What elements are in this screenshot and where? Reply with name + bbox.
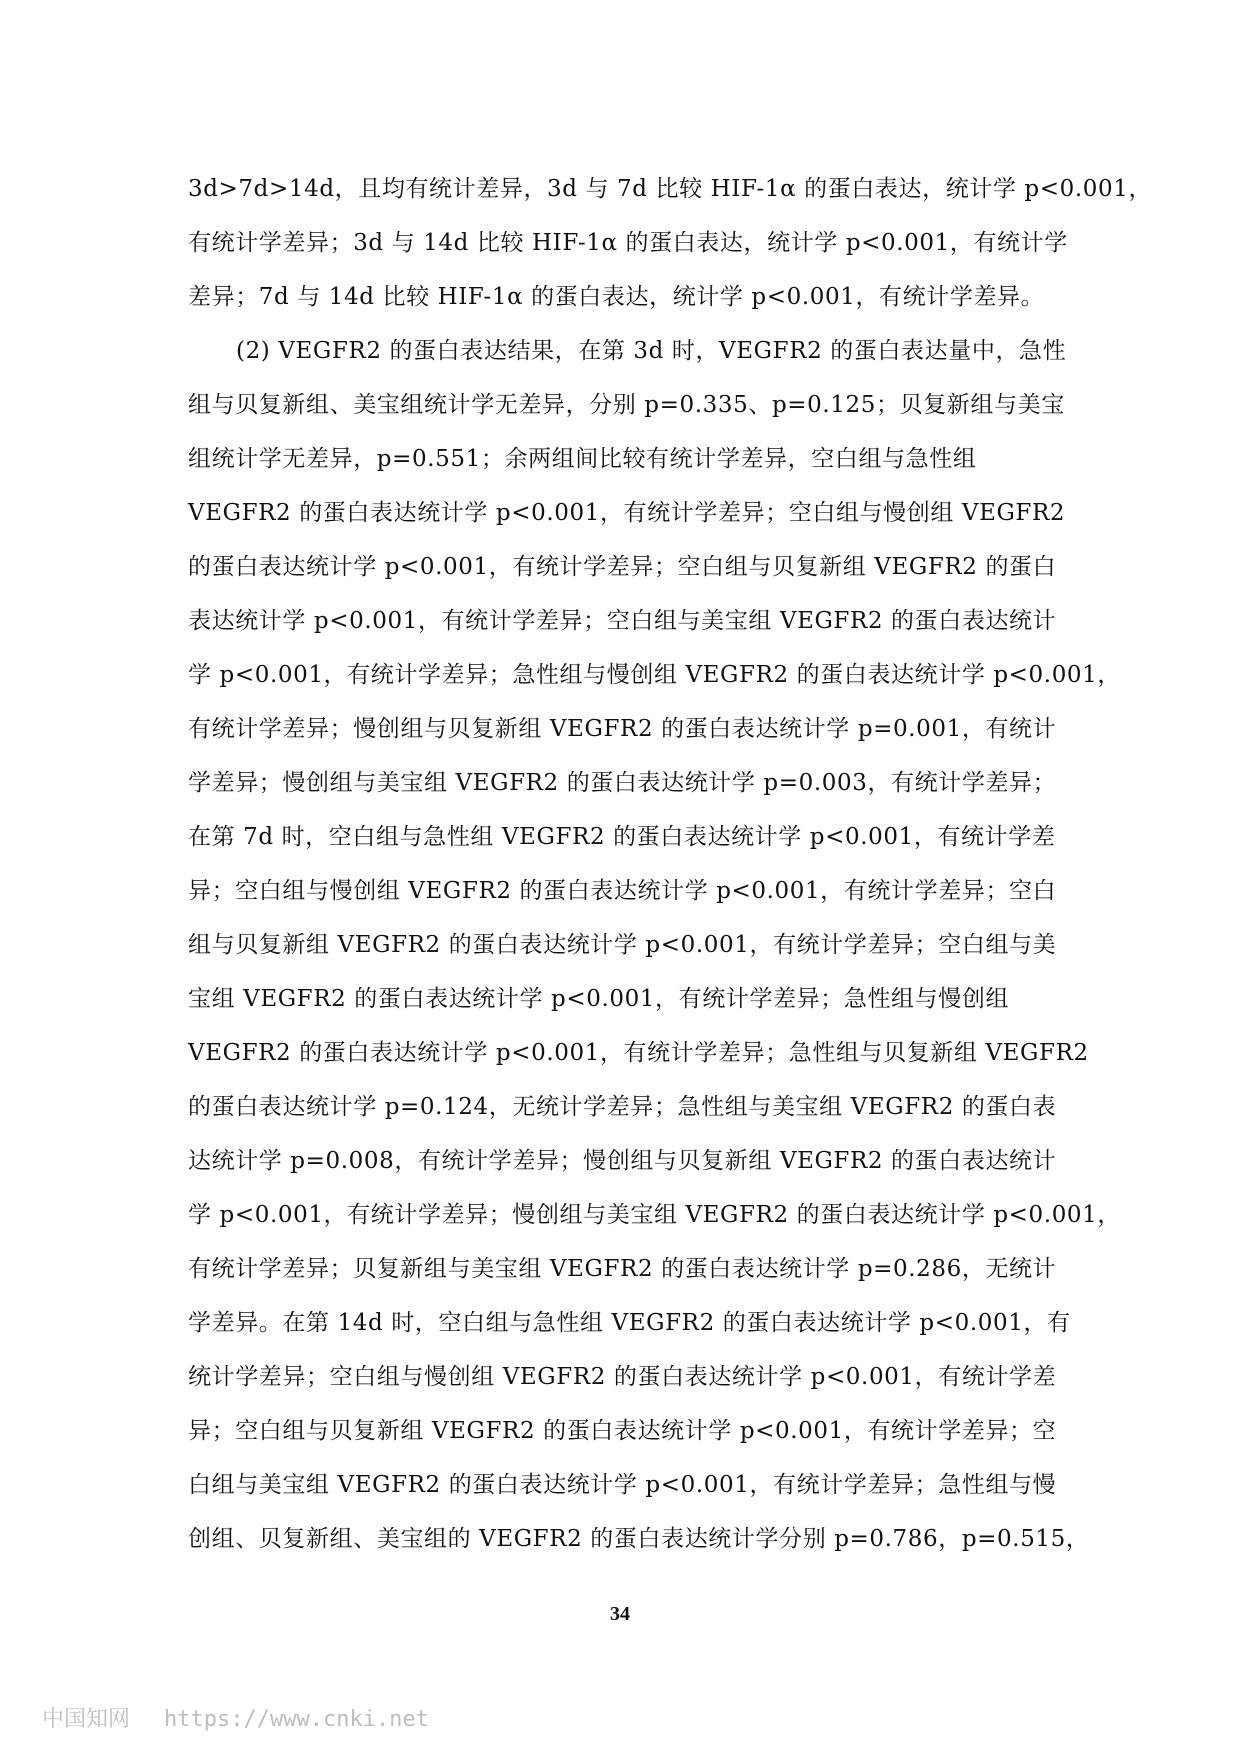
text-line: 在第 7d 时，空白组与急性组 VEGFR2 的蛋白表达统计学 p<0.001，有统计学差	[188, 824, 1056, 850]
text-line: 统计学差异；空白组与慢创组 VEGFR2 的蛋白表达统计学 p<0.001，有统计学差	[188, 1364, 1057, 1390]
watermark-url: https://www.cnki.net	[164, 1707, 429, 1732]
watermark-brand: 中国知网	[42, 1707, 131, 1732]
body-text	[188, 162, 1153, 1566]
text-line: 的蛋白表达统计学 p=0.124，无统计学差异；急性组与美宝组 VEGFR2 的蛋白表	[188, 1094, 1057, 1120]
text-line: 学 p<0.001，有统计学差异；慢创组与美宝组 VEGFR2 的蛋白表达统计学 p<0.001，	[188, 1202, 1122, 1228]
text-line: VEGFR2 的蛋白表达统计学 p<0.001，有统计学差异；急性组与贝复新组 VEGFR2	[188, 1040, 1089, 1066]
text-line: 白组与美宝组 VEGFR2 的蛋白表达统计学 p<0.001，有统计学差异；急性组与慢	[188, 1472, 1057, 1498]
text-line: VEGFR2 的蛋白表达统计学 p<0.001，有统计学差异；空白组与慢创组 VEGFR2	[188, 500, 1066, 526]
text-line: 表达统计学 p<0.001，有统计学差异；空白组与美宝组 VEGFR2 的蛋白表达统计	[188, 608, 1057, 634]
text-line: 3d>7d>14d，且均有统计差异，3d 与 7d 比较 HIF-1α 的蛋白表达，统计学 p<0.001，	[188, 176, 1153, 202]
text-line: 达统计学 p=0.008，有统计学差异；慢创组与贝复新组 VEGFR2 的蛋白表达统计	[188, 1148, 1057, 1174]
page-number: 34	[610, 1603, 630, 1625]
text-line: 有统计学差异；3d 与 14d 比较 HIF-1α 的蛋白表达，统计学 p<0.001，有统计学	[188, 230, 1068, 256]
cnki-watermark	[42, 1702, 429, 1733]
text-line: 有统计学差异；慢创组与贝复新组 VEGFR2 的蛋白表达统计学 p=0.001，有统计	[188, 716, 1057, 742]
text-line: 异；空白组与慢创组 VEGFR2 的蛋白表达统计学 p<0.001，有统计学差异；空白	[188, 878, 1057, 904]
text-line: 组与贝复新组、美宝组统计学无差异，分别 p=0.335、p=0.125；贝复新组与美宝	[188, 392, 1065, 418]
text-line: 创组、贝复新组、美宝组的 VEGFR2 的蛋白表达统计学分别 p=0.786，p=0.515，	[188, 1526, 1090, 1552]
text-line: 差异；7d 与 14d 比较 HIF-1α 的蛋白表达，统计学 p<0.001，有统计学差异。	[188, 284, 1045, 310]
text-line: 有统计学差异；贝复新组与美宝组 VEGFR2 的蛋白表达统计学 p=0.286，无统计	[188, 1256, 1057, 1282]
text-line: 学差异。在第 14d 时，空白组与急性组 VEGFR2 的蛋白表达统计学 p<0.001，有	[188, 1310, 1071, 1336]
text-line: 组统计学无差异，p=0.551；余两组间比较有统计学差异，空白组与急性组	[188, 446, 977, 472]
text-line: 学差异；慢创组与美宝组 VEGFR2 的蛋白表达统计学 p=0.003，有统计学差异；	[188, 770, 1057, 796]
paragraph-start-line: (2) VEGFR2 的蛋白表达结果，在第 3d 时，VEGFR2 的蛋白表达量中，急性	[236, 338, 1067, 364]
text-line: 学 p<0.001，有统计学差异；急性组与慢创组 VEGFR2 的蛋白表达统计学 p<0.001，	[188, 662, 1122, 688]
text-line: 异；空白组与贝复新组 VEGFR2 的蛋白表达统计学 p<0.001，有统计学差异；空	[188, 1418, 1057, 1444]
text-line: 的蛋白表达统计学 p<0.001，有统计学差异；空白组与贝复新组 VEGFR2 的蛋白	[188, 554, 1057, 580]
text-line: 宝组 VEGFR2 的蛋白表达统计学 p<0.001，有统计学差异；急性组与慢创组	[188, 986, 1010, 1012]
text-line: 组与贝复新组 VEGFR2 的蛋白表达统计学 p<0.001，有统计学差异；空白组与美	[188, 932, 1057, 958]
